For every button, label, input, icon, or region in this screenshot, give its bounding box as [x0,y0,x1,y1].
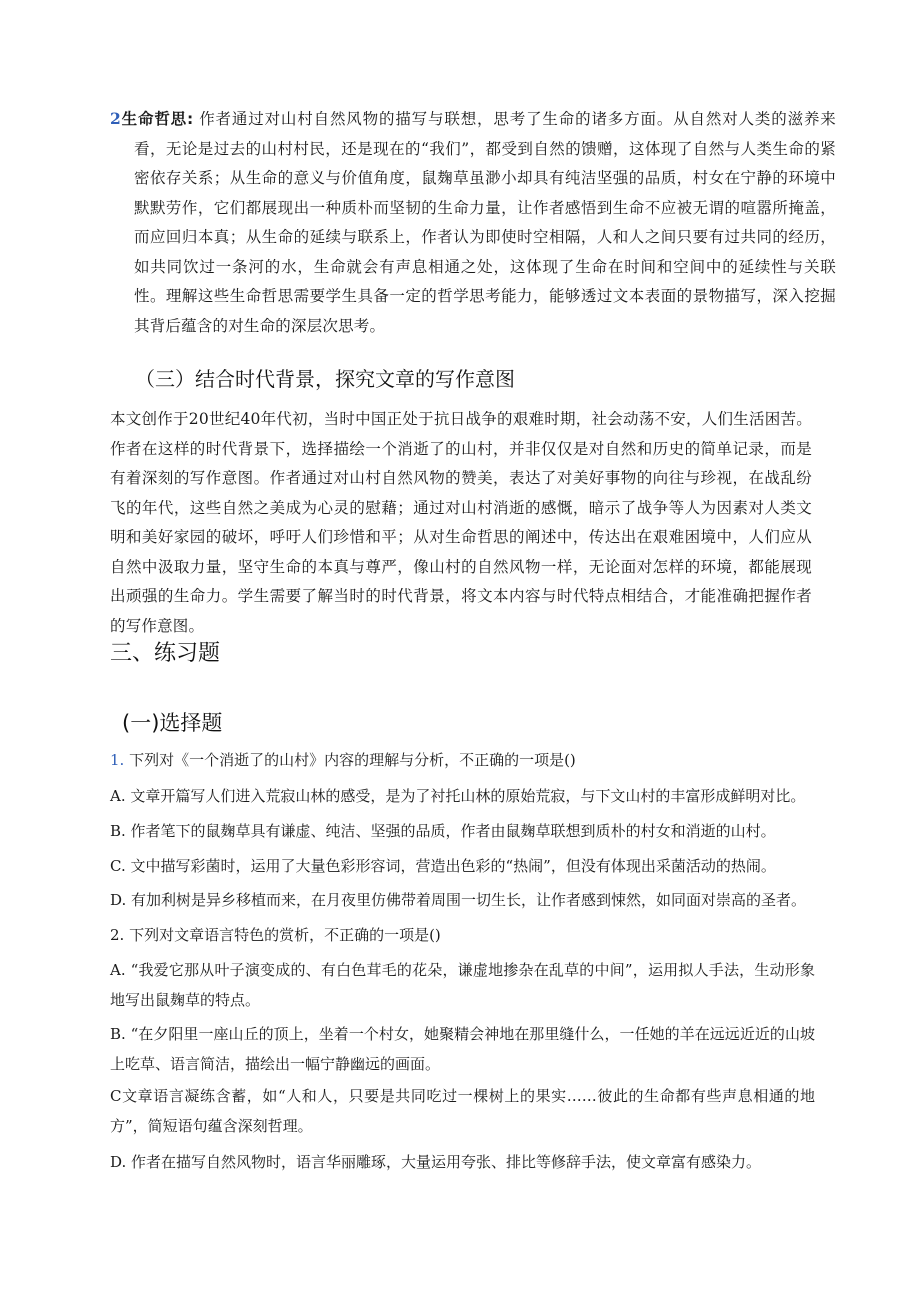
question-2-option-d: D. 作者在描写自然风物时，语言华丽雕琢，大量运用夸张、排比等修辞手法，使文章富有感染力。 [110,1153,762,1171]
question-1-option-a: A. 文章开篇写人们进入荒寂山林的感受，是为了衬托山林的原始荒寂，与下文山村的丰富形成鲜明对比。 [110,787,806,805]
question-2-option-c: C文章语言凝练含蓄，如“人和人，只要是共同吃过一棵树上的果实……彼此的生命都有些声息相通的地方”，简短语句蕴含深刻哲理。 [110,1087,815,1135]
historical-background-paragraph: 本文创作于20世纪40年代初，当时中国正处于抗日战争的艰难时期，社会动荡不安，人们生活困苦。作者在这样的时代背景下，选择描绘一个消逝了的山村，并非仅仅是对自然和历史的简单记录，而是有着深刻的写作意图。作者通过对山村自然风物的赞美，表达了对美好事物的向往与珍视，在战乱纷飞的年代，这些自然之美成为心灵的慰藉；通过对山村消逝的感慨，暗示了战争等人为因素对人类文明和美好家园的破坏，呼吁人们珍惜和平；从对生命哲思的阐述中，传达出在艰难困境中，人们应从自然中汲取力量，坚守生命的本真与尊严，像山村的自然风物一样，无论面对怎样的环境，都能展现出顽强的生命力。学生需要了解当时的时代背景，将文本内容与时代特点相结合，才能准确把握作者的写作意图。 [110,410,812,635]
item-text: 作者通过对山村自然风物的描写与联想，思考了生命的诸多方面。从自然对人类的滋养来看，无论是过去的山村村民，还是现在的“我们”，都受到自然的馈赠，这体现了自然与人类生命的紧密依存关系；从生命的意义与价值角度，鼠麹草虽渺小却具有纯洁坚强的品质，村女在宁静的环境中默默劳作，它们都展现出一种质朴而坚韧的生命力量，让作者感悟到生命不应被无谓的喧嚣所掩盖，而应回归本真；从生命的延续与联系上，作者认为即使时空相隔，人和人之间只要有过共同的经历，如共同饮过一条河的水，生命就会有声息相通之处，这体现了生命在时间和空间中的延续性与关联性。理解这些生命哲思需要学生具备一定的哲学思考能力，能够透过文本表面的景物描写，深入挖掘其背后蕴含的对生命的深层次思考。 [134,110,836,335]
item-term: 生命哲思: [121,110,194,128]
question-1-option-d: D. 有加利树是异乡移植而来，在月夜里仿佛带着周围一切生长，让作者感到悚然，如同面对崇高的圣者。 [110,891,807,909]
question-2-option-b: B. “在夕阳里一座山丘的顶上，坐着一个村女，她聚精会神地在那里缝什么，一任她的羊在远远近近的山坡上吃草、语言简洁，描绘出一幅宁静幽远的画面。 [110,1025,815,1073]
question-2-stem: 2. 下列对文章语言特色的赏析，不正确的一项是() [110,926,441,944]
question-1-text: 下列对《一个消逝了的山村》内容的理解与分析，不正确的一项是() [124,751,576,769]
question-1-number: 1. [110,751,125,769]
question-1-option-b: B. 作者笔下的鼠麹草具有谦虚、纯洁、坚强的品质，作者由鼠麹草联想到质朴的村女和消逝的山村。 [110,822,776,840]
multiple-choice-heading: (一)选择题 [122,711,223,735]
item-number: 2 [110,109,121,128]
question-1-stem [110,746,815,776]
exercises-heading: 三、练习题 [110,641,221,666]
question-2-option-a: A. “我爱它那从叶子演变成的、有白色茸毛的花朵，谦虚地掺杂在乱草的中间”，运用拟人手法，生动形象地写出鼠麹草的特点。 [110,961,815,1009]
life-philosophy-paragraph [110,104,836,341]
question-1-option-c: C. 文中描写彩菌时，运用了大量色彩形容词，营造出色彩的“热闹”，但没有体现出采菌活动的热闹。 [110,857,776,875]
section-heading-writing-intent: （三）结合时代背景，探究文章的写作意图 [135,367,515,391]
